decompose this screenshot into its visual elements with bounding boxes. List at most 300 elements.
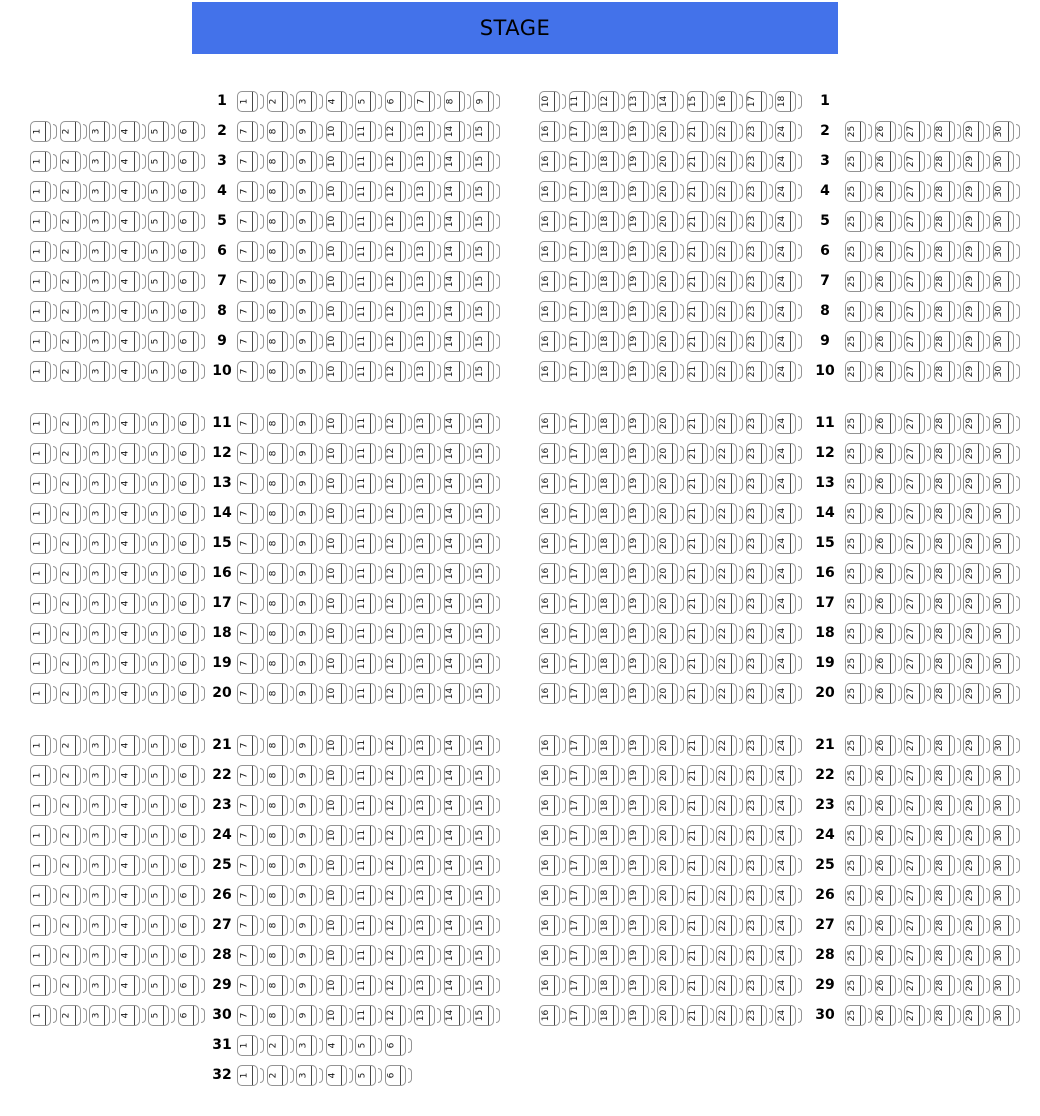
seat-row16-num26[interactable] [875,563,905,584]
seat-row25-num24[interactable] [775,855,805,876]
seat-row23-num9[interactable] [296,795,326,816]
seat-row2-num7[interactable] [237,121,267,142]
seat-row18-num5[interactable] [148,623,178,644]
seat-row14-num12[interactable] [385,503,415,524]
seat-row17-num23[interactable] [746,593,776,614]
seat-row18-num21[interactable] [687,623,717,644]
seat-row3-num10[interactable] [326,151,356,172]
seat-row15-num15[interactable] [473,533,503,554]
seat-row5-num29[interactable] [963,211,993,232]
seat-row24-num28[interactable] [934,825,964,846]
seat-row6-num12[interactable] [385,241,415,262]
seat-row11-num7[interactable] [237,413,267,434]
seat-row22-num22[interactable] [716,765,746,786]
seat-row10-num25[interactable] [845,361,875,382]
seat-row15-num7[interactable] [237,533,267,554]
seat-row17-num13[interactable] [414,593,444,614]
seat-row29-num25[interactable] [845,975,875,996]
seat-row21-num22[interactable] [716,735,746,756]
seat-row32-num1[interactable] [237,1065,267,1086]
seat-row14-num2[interactable] [60,503,90,524]
seat-row29-num3[interactable] [89,975,119,996]
seat-row21-num29[interactable] [963,735,993,756]
seat-row30-num9[interactable] [296,1005,326,1026]
seat-row15-num11[interactable] [355,533,385,554]
seat-row2-num3[interactable] [89,121,119,142]
seat-row6-num25[interactable] [845,241,875,262]
seat-row7-num7[interactable] [237,271,267,292]
seat-row26-num3[interactable] [89,885,119,906]
seat-row17-num27[interactable] [904,593,934,614]
seat-row26-num13[interactable] [414,885,444,906]
seat-row24-num7[interactable] [237,825,267,846]
seat-row5-num16[interactable] [539,211,569,232]
seat-row25-num23[interactable] [746,855,776,876]
seat-row7-num30[interactable] [993,271,1023,292]
seat-row10-num9[interactable] [296,361,326,382]
seat-row11-num1[interactable] [30,413,60,434]
seat-row24-num19[interactable] [628,825,658,846]
seat-row17-num2[interactable] [60,593,90,614]
seat-row28-num24[interactable] [775,945,805,966]
seat-row24-num1[interactable] [30,825,60,846]
seat-row32-num3[interactable] [296,1065,326,1086]
seat-row5-num26[interactable] [875,211,905,232]
seat-row29-num7[interactable] [237,975,267,996]
seat-row12-num10[interactable] [326,443,356,464]
seat-row7-num1[interactable] [30,271,60,292]
seat-row13-num16[interactable] [539,473,569,494]
seat-row21-num9[interactable] [296,735,326,756]
seat-row2-num17[interactable] [569,121,599,142]
seat-row27-num3[interactable] [89,915,119,936]
seat-row24-num4[interactable] [119,825,149,846]
seat-row9-num5[interactable] [148,331,178,352]
seat-row18-num29[interactable] [963,623,993,644]
seat-row24-num26[interactable] [875,825,905,846]
seat-row4-num21[interactable] [687,181,717,202]
seat-row27-num19[interactable] [628,915,658,936]
seat-row3-num21[interactable] [687,151,717,172]
seat-row13-num30[interactable] [993,473,1023,494]
seat-row3-num27[interactable] [904,151,934,172]
seat-row12-num28[interactable] [934,443,964,464]
seat-row12-num11[interactable] [355,443,385,464]
seat-row6-num21[interactable] [687,241,717,262]
seat-row30-num1[interactable] [30,1005,60,1026]
seat-row29-num16[interactable] [539,975,569,996]
seat-row22-num18[interactable] [598,765,628,786]
seat-row30-num10[interactable] [326,1005,356,1026]
seat-row13-num9[interactable] [296,473,326,494]
seat-row26-num1[interactable] [30,885,60,906]
seat-row9-num11[interactable] [355,331,385,352]
seat-row17-num15[interactable] [473,593,503,614]
seat-row20-num23[interactable] [746,683,776,704]
seat-row10-num12[interactable] [385,361,415,382]
seat-row10-num6[interactable] [178,361,208,382]
seat-row21-num7[interactable] [237,735,267,756]
seat-row17-num16[interactable] [539,593,569,614]
seat-row6-num15[interactable] [473,241,503,262]
seat-row15-num4[interactable] [119,533,149,554]
seat-row3-num26[interactable] [875,151,905,172]
seat-row16-num5[interactable] [148,563,178,584]
seat-row30-num4[interactable] [119,1005,149,1026]
seat-row16-num21[interactable] [687,563,717,584]
seat-row14-num9[interactable] [296,503,326,524]
seat-row10-num3[interactable] [89,361,119,382]
seat-row21-num8[interactable] [267,735,297,756]
seat-row4-num30[interactable] [993,181,1023,202]
seat-row2-num27[interactable] [904,121,934,142]
seat-row11-num10[interactable] [326,413,356,434]
seat-row22-num17[interactable] [569,765,599,786]
seat-row22-num28[interactable] [934,765,964,786]
seat-row26-num21[interactable] [687,885,717,906]
seat-row7-num29[interactable] [963,271,993,292]
seat-row21-num28[interactable] [934,735,964,756]
seat-row25-num19[interactable] [628,855,658,876]
seat-row6-num6[interactable] [178,241,208,262]
seat-row24-num17[interactable] [569,825,599,846]
seat-row28-num25[interactable] [845,945,875,966]
seat-row27-num17[interactable] [569,915,599,936]
seat-row23-num14[interactable] [444,795,474,816]
seat-row26-num8[interactable] [267,885,297,906]
seat-row29-num1[interactable] [30,975,60,996]
seat-row9-num8[interactable] [267,331,297,352]
seat-row19-num15[interactable] [473,653,503,674]
seat-row31-num2[interactable] [267,1035,297,1056]
seat-row19-num25[interactable] [845,653,875,674]
seat-row3-num12[interactable] [385,151,415,172]
seat-row2-num24[interactable] [775,121,805,142]
seat-row28-num9[interactable] [296,945,326,966]
seat-row28-num22[interactable] [716,945,746,966]
seat-row27-num30[interactable] [993,915,1023,936]
seat-row10-num2[interactable] [60,361,90,382]
seat-row22-num26[interactable] [875,765,905,786]
seat-row25-num20[interactable] [657,855,687,876]
seat-row3-num22[interactable] [716,151,746,172]
seat-row4-num28[interactable] [934,181,964,202]
seat-row14-num4[interactable] [119,503,149,524]
seat-row23-num25[interactable] [845,795,875,816]
seat-row2-num22[interactable] [716,121,746,142]
seat-row24-num29[interactable] [963,825,993,846]
seat-row5-num23[interactable] [746,211,776,232]
seat-row14-num11[interactable] [355,503,385,524]
seat-row27-num6[interactable] [178,915,208,936]
seat-row29-num6[interactable] [178,975,208,996]
seat-row15-num3[interactable] [89,533,119,554]
seat-row13-num13[interactable] [414,473,444,494]
seat-row16-num25[interactable] [845,563,875,584]
seat-row25-num16[interactable] [539,855,569,876]
seat-row23-num17[interactable] [569,795,599,816]
seat-row21-num20[interactable] [657,735,687,756]
seat-row29-num28[interactable] [934,975,964,996]
seat-row30-num12[interactable] [385,1005,415,1026]
seat-row11-num29[interactable] [963,413,993,434]
seat-row27-num8[interactable] [267,915,297,936]
seat-row8-num5[interactable] [148,301,178,322]
seat-row10-num11[interactable] [355,361,385,382]
seat-row25-num11[interactable] [355,855,385,876]
seat-row2-num12[interactable] [385,121,415,142]
seat-row19-num19[interactable] [628,653,658,674]
seat-row25-num4[interactable] [119,855,149,876]
seat-row10-num8[interactable] [267,361,297,382]
seat-row13-num2[interactable] [60,473,90,494]
seat-row28-num26[interactable] [875,945,905,966]
seat-row13-num6[interactable] [178,473,208,494]
seat-row11-num12[interactable] [385,413,415,434]
seat-row10-num17[interactable] [569,361,599,382]
seat-row11-num9[interactable] [296,413,326,434]
seat-row5-num2[interactable] [60,211,90,232]
seat-row17-num4[interactable] [119,593,149,614]
seat-row17-num25[interactable] [845,593,875,614]
seat-row21-num11[interactable] [355,735,385,756]
seat-row5-num20[interactable] [657,211,687,232]
seat-row8-num7[interactable] [237,301,267,322]
seat-row22-num16[interactable] [539,765,569,786]
seat-row25-num6[interactable] [178,855,208,876]
seat-row28-num21[interactable] [687,945,717,966]
seat-row18-num7[interactable] [237,623,267,644]
seat-row10-num15[interactable] [473,361,503,382]
seat-row19-num16[interactable] [539,653,569,674]
seat-row19-num8[interactable] [267,653,297,674]
seat-row10-num7[interactable] [237,361,267,382]
seat-row25-num18[interactable] [598,855,628,876]
seat-row30-num21[interactable] [687,1005,717,1026]
seat-row30-num26[interactable] [875,1005,905,1026]
seat-row27-num26[interactable] [875,915,905,936]
seat-row30-num8[interactable] [267,1005,297,1026]
seat-row13-num5[interactable] [148,473,178,494]
seat-row19-num18[interactable] [598,653,628,674]
seat-row11-num22[interactable] [716,413,746,434]
seat-row5-num17[interactable] [569,211,599,232]
seat-row23-num18[interactable] [598,795,628,816]
seat-row22-num7[interactable] [237,765,267,786]
seat-row16-num13[interactable] [414,563,444,584]
seat-row27-num9[interactable] [296,915,326,936]
seat-row30-num7[interactable] [237,1005,267,1026]
seat-row14-num13[interactable] [414,503,444,524]
seat-row20-num17[interactable] [569,683,599,704]
seat-row13-num12[interactable] [385,473,415,494]
seat-row14-num10[interactable] [326,503,356,524]
seat-row8-num11[interactable] [355,301,385,322]
seat-row8-num27[interactable] [904,301,934,322]
seat-row7-num24[interactable] [775,271,805,292]
seat-row2-num10[interactable] [326,121,356,142]
seat-row4-num6[interactable] [178,181,208,202]
seat-row3-num23[interactable] [746,151,776,172]
seat-row11-num16[interactable] [539,413,569,434]
seat-row3-num20[interactable] [657,151,687,172]
seat-row4-num1[interactable] [30,181,60,202]
seat-row27-num23[interactable] [746,915,776,936]
seat-row20-num26[interactable] [875,683,905,704]
seat-row7-num13[interactable] [414,271,444,292]
seat-row30-num24[interactable] [775,1005,805,1026]
seat-row10-num13[interactable] [414,361,444,382]
seat-row27-num20[interactable] [657,915,687,936]
seat-row17-num9[interactable] [296,593,326,614]
seat-row6-num11[interactable] [355,241,385,262]
seat-row6-num2[interactable] [60,241,90,262]
seat-row22-num1[interactable] [30,765,60,786]
seat-row20-num14[interactable] [444,683,474,704]
seat-row29-num8[interactable] [267,975,297,996]
seat-row19-num13[interactable] [414,653,444,674]
seat-row18-num1[interactable] [30,623,60,644]
seat-row9-num6[interactable] [178,331,208,352]
seat-row25-num14[interactable] [444,855,474,876]
seat-row28-num16[interactable] [539,945,569,966]
seat-row11-num18[interactable] [598,413,628,434]
seat-row15-num16[interactable] [539,533,569,554]
seat-row7-num10[interactable] [326,271,356,292]
seat-row29-num14[interactable] [444,975,474,996]
seat-row2-num25[interactable] [845,121,875,142]
seat-row4-num4[interactable] [119,181,149,202]
seat-row5-num11[interactable] [355,211,385,232]
seat-row7-num19[interactable] [628,271,658,292]
seat-row7-num14[interactable] [444,271,474,292]
seat-row13-num23[interactable] [746,473,776,494]
seat-row16-num28[interactable] [934,563,964,584]
seat-row5-num7[interactable] [237,211,267,232]
seat-row4-num3[interactable] [89,181,119,202]
seat-row2-num9[interactable] [296,121,326,142]
seat-row15-num28[interactable] [934,533,964,554]
seat-row1-num12[interactable] [598,91,628,112]
seat-row20-num1[interactable] [30,683,60,704]
seat-row5-num4[interactable] [119,211,149,232]
seat-row18-num2[interactable] [60,623,90,644]
seat-row25-num1[interactable] [30,855,60,876]
seat-row10-num10[interactable] [326,361,356,382]
seat-row26-num30[interactable] [993,885,1023,906]
seat-row28-num14[interactable] [444,945,474,966]
seat-row23-num6[interactable] [178,795,208,816]
seat-row15-num20[interactable] [657,533,687,554]
seat-row3-num18[interactable] [598,151,628,172]
seat-row32-num4[interactable] [326,1065,356,1086]
seat-row25-num9[interactable] [296,855,326,876]
seat-row17-num28[interactable] [934,593,964,614]
seat-row3-num8[interactable] [267,151,297,172]
seat-row12-num14[interactable] [444,443,474,464]
seat-row9-num15[interactable] [473,331,503,352]
seat-row19-num11[interactable] [355,653,385,674]
seat-row23-num4[interactable] [119,795,149,816]
seat-row23-num15[interactable] [473,795,503,816]
seat-row22-num14[interactable] [444,765,474,786]
seat-row26-num15[interactable] [473,885,503,906]
seat-row4-num13[interactable] [414,181,444,202]
seat-row15-num29[interactable] [963,533,993,554]
seat-row26-num17[interactable] [569,885,599,906]
seat-row23-num16[interactable] [539,795,569,816]
seat-row7-num21[interactable] [687,271,717,292]
seat-row29-num11[interactable] [355,975,385,996]
seat-row28-num28[interactable] [934,945,964,966]
seat-row16-num6[interactable] [178,563,208,584]
seat-row11-num13[interactable] [414,413,444,434]
seat-row5-num14[interactable] [444,211,474,232]
seat-row27-num7[interactable] [237,915,267,936]
seat-row2-num20[interactable] [657,121,687,142]
seat-row12-num13[interactable] [414,443,444,464]
seat-row9-num19[interactable] [628,331,658,352]
seat-row12-num15[interactable] [473,443,503,464]
seat-row13-num18[interactable] [598,473,628,494]
seat-row3-num4[interactable] [119,151,149,172]
seat-row30-num29[interactable] [963,1005,993,1026]
seat-row22-num10[interactable] [326,765,356,786]
seat-row10-num19[interactable] [628,361,658,382]
seat-row22-num5[interactable] [148,765,178,786]
seat-row19-num24[interactable] [775,653,805,674]
seat-row24-num15[interactable] [473,825,503,846]
seat-row20-num4[interactable] [119,683,149,704]
seat-row14-num7[interactable] [237,503,267,524]
seat-row30-num11[interactable] [355,1005,385,1026]
seat-row9-num26[interactable] [875,331,905,352]
seat-row24-num20[interactable] [657,825,687,846]
seat-row22-num13[interactable] [414,765,444,786]
seat-row18-num25[interactable] [845,623,875,644]
seat-row4-num15[interactable] [473,181,503,202]
seat-row4-num16[interactable] [539,181,569,202]
seat-row12-num20[interactable] [657,443,687,464]
seat-row26-num29[interactable] [963,885,993,906]
seat-row13-num25[interactable] [845,473,875,494]
seat-row17-num14[interactable] [444,593,474,614]
seat-row17-num3[interactable] [89,593,119,614]
seat-row15-num22[interactable] [716,533,746,554]
seat-row2-num30[interactable] [993,121,1023,142]
seat-row12-num7[interactable] [237,443,267,464]
seat-row5-num28[interactable] [934,211,964,232]
seat-row2-num23[interactable] [746,121,776,142]
seat-row16-num1[interactable] [30,563,60,584]
seat-row10-num18[interactable] [598,361,628,382]
seat-row8-num13[interactable] [414,301,444,322]
seat-row16-num8[interactable] [267,563,297,584]
seat-row12-num25[interactable] [845,443,875,464]
seat-row25-num30[interactable] [993,855,1023,876]
seat-row20-num3[interactable] [89,683,119,704]
seat-row25-num21[interactable] [687,855,717,876]
seat-row9-num14[interactable] [444,331,474,352]
seat-row11-num8[interactable] [267,413,297,434]
seat-row10-num21[interactable] [687,361,717,382]
seat-row16-num27[interactable] [904,563,934,584]
seat-row11-num24[interactable] [775,413,805,434]
seat-row3-num11[interactable] [355,151,385,172]
seat-row6-num27[interactable] [904,241,934,262]
seat-row5-num6[interactable] [178,211,208,232]
seat-row8-num28[interactable] [934,301,964,322]
